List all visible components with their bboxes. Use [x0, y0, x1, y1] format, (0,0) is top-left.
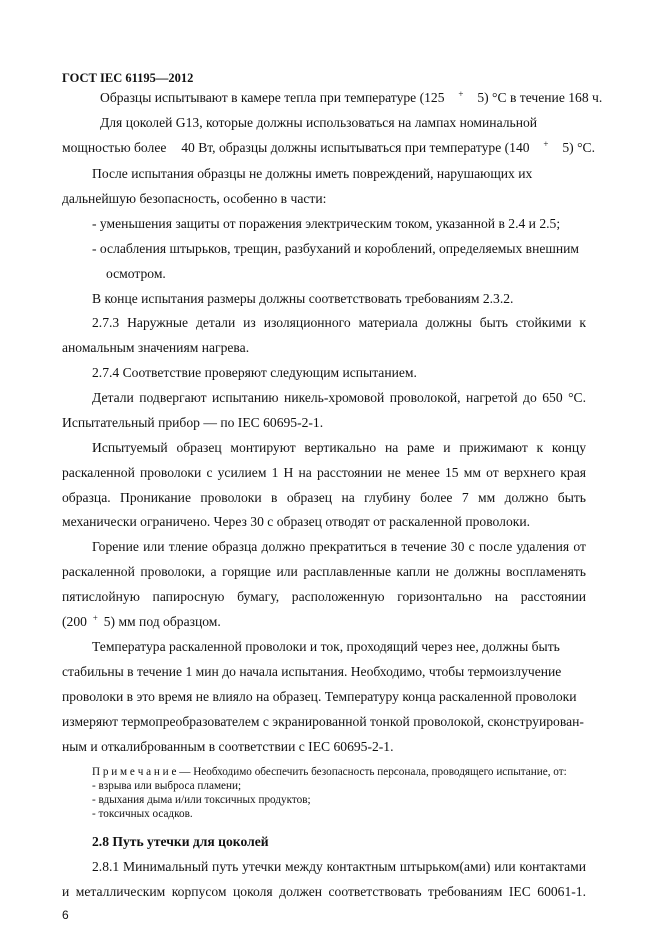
list-item: - уменьшения защиты от поражения электрическим током, указанной в 2.4 и 2.5;	[92, 216, 561, 231]
note-item: - взрыва или выброса пламени;	[92, 780, 242, 792]
text-line: Температура раскаленной проволоки и ток, проходящий через нее, должны быть	[92, 639, 560, 654]
text-line: осмотром.	[106, 266, 166, 281]
note-text: — Необходимо обеспечить безопасность персонала, проводящего испытание, от:	[176, 766, 567, 778]
plus-minus-sign: +	[92, 613, 98, 623]
page-number: 6	[62, 908, 69, 922]
note-line	[92, 766, 567, 779]
note-item: - вдыхания дыма и/или токсичных продуктов;	[92, 794, 311, 806]
note-item: - токсичных осадков.	[92, 808, 193, 820]
text-segment: Образцы испытывают в камере тепла при температуре (125	[100, 90, 445, 105]
text-line: 2.7.4 Соответствие проверяют следующим испытанием.	[92, 365, 417, 380]
text-line: раскаленной проволоки с усилием 1 Н на расстоянии не менее 15 мм от верхнего края	[62, 465, 586, 480]
text-line: После испытания образцы не должны иметь повреждений, нарушающих их	[92, 166, 533, 181]
text-segment: 5) °С.	[562, 140, 595, 155]
text-line: 2.7.3 Наружные детали из изоляционного материала должны быть стойкими к	[92, 315, 586, 330]
text-line: В конце испытания размеры должны соответствовать требованиям 2.3.2.	[92, 291, 514, 306]
text-line: образца. Проникание проволоки в образец на глубину более 7 мм должно быть	[62, 490, 586, 505]
text-line: и металлическим корпусом цоколя должен соответствовать требованиям IEC 60061-1.	[62, 884, 586, 899]
text-line: раскаленной проволоки, а горящие или расплавленные капли не должны воспламенять	[62, 564, 586, 579]
text-line: Горение или тление образца должно прекратиться в течение 30 с после удаления от	[92, 539, 586, 554]
text-segment: (200	[62, 614, 87, 629]
section-heading: 2.8 Путь утечки для цоколей	[92, 834, 269, 849]
text-line: Испытуемый образец монтируют вертикально на раме и прижимают к концу	[92, 440, 586, 455]
text-line	[62, 614, 221, 631]
text-line: Детали подвергают испытанию никель-хромовой проволокой, нагретой до 650 °С.	[92, 390, 586, 405]
text-line: пятислойную папиросную бумагу, расположенную горизонтально на расстоянии	[62, 589, 586, 604]
text-line: стабильны в течение 1 мин до начала испытания. Необходимо, чтобы термоизлучение	[62, 664, 562, 679]
text-segment: мощностью более	[62, 140, 167, 155]
text-line: 2.8.1 Минимальный путь утечки между контактным штырьком(ами) или контактами	[92, 859, 586, 874]
text-line: дальнейшую безопасность, особенно в части:	[62, 191, 327, 206]
document-header: ГОСТ IEC 61195—2012	[62, 71, 194, 85]
text-line: проволоки в это время не влияло на образец. Температуру конца раскаленной проволоки	[62, 689, 577, 704]
list-item: - ослабления штырьков, трещин, разбуханий и короблений, определяемых внешним	[92, 241, 580, 256]
text-line: Для цоколей G13, которые должны использоваться на лампах номинальной	[100, 115, 538, 130]
text-line	[100, 90, 602, 107]
text-line: ным и откалиброванным в соответствии с IEC 60695-2-1.	[62, 739, 394, 754]
plus-minus-sign: +	[458, 89, 464, 99]
plus-minus-sign: +	[543, 139, 549, 149]
text-line: Испытательный прибор — по IEC 60695-2-1.	[62, 415, 324, 430]
text-line: механически ограничено. Через 30 с образец отводят от раскаленной проволоки.	[62, 514, 531, 529]
text-line: измеряют термопреобразователем с экранированной тонкой проволокой, сконструирован-	[62, 714, 584, 729]
text-line	[62, 140, 595, 157]
text-line: аномальным значениям нагрева.	[62, 340, 250, 355]
note-label: П р и м е ч а н и е	[92, 766, 177, 778]
text-segment: 5) °С в течение 168 ч.	[477, 90, 603, 105]
text-segment: 5) мм под образцом.	[103, 614, 221, 629]
text-segment: 40 Вт, образцы должны испытываться при температуре (140	[181, 140, 530, 155]
